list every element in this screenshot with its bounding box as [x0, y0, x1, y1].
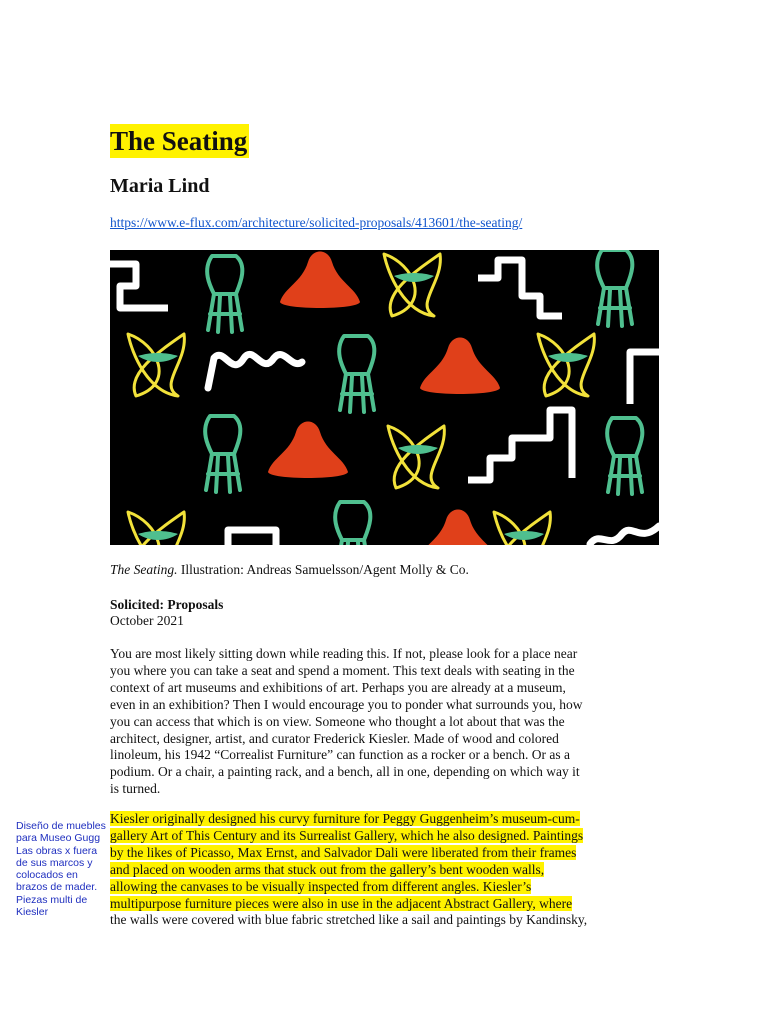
white-zigzag-shape	[110, 264, 168, 308]
highlighted-line: allowing the canvases to be visually inspected from different angles. Kiesler’s	[110, 878, 532, 894]
paragraph-line: You are most likely sitting down while reading this. If not, please look for a place near	[110, 646, 578, 661]
margin-annotation[interactable]	[16, 820, 111, 918]
paragraph-line: architect, designer, artist, and curator Frederick Kiesler. Made of wood and colored	[110, 730, 559, 746]
blob-shape	[268, 422, 348, 479]
butterfly-chair-shape	[128, 512, 184, 545]
caption-title: The Seating.	[110, 562, 178, 577]
page-title: The Seating	[110, 126, 248, 156]
white-wave-shape	[208, 354, 302, 388]
white-zigzag-shape	[228, 530, 276, 545]
caption-credit: Illustration: Andreas Samuelsson/Agent Molly & Co.	[177, 562, 469, 577]
white-zigzag-shape	[478, 260, 562, 316]
butterfly-chair-shape	[388, 426, 444, 488]
paragraph-line: is turned.	[110, 781, 161, 797]
annotation-line: Las obras x fuera	[16, 844, 98, 857]
blob-shape	[420, 338, 500, 395]
highlighted-line: gallery Art of This Century and its Surrealist Gallery, which he also designed. Paintings	[110, 827, 584, 843]
image-caption	[110, 562, 469, 578]
paragraph-line: podium. Or a chair, a painting rack, and a bench, all in one, depending on which way it	[110, 764, 580, 780]
illustration-pattern	[110, 250, 659, 545]
blob-shape	[280, 252, 360, 309]
highlighted-line: and placed on wooden arms that stuck out from the gallery’s bent wooden walls,	[110, 861, 545, 877]
annotation-line: Diseño de muebles	[16, 820, 106, 832]
paragraph-line: context of art museums and exhibitions of art. Perhaps you are already at a museum,	[110, 679, 566, 695]
annotation-line: Piezas multi de	[16, 893, 88, 906]
annotation-line: de sus marcos y	[16, 856, 93, 869]
white-zigzag-shape	[630, 352, 659, 404]
author-name: Maria Lind	[110, 175, 210, 197]
chair-shape	[597, 250, 632, 326]
paragraph-kiesler	[110, 811, 666, 929]
butterfly-chair-shape	[538, 334, 594, 396]
paragraph-line: you can access that which is on view. Someone who thought a lot about that was the	[110, 713, 565, 729]
paragraph-line: you where you can take a seat and spend a moment. This text deals with seating in the	[110, 662, 575, 678]
section-label: Solicited: Proposals	[110, 597, 224, 612]
publication-date: October 2021	[110, 613, 184, 628]
paragraph-intro	[110, 646, 666, 798]
highlighted-line: multipurpose furniture pieces were also in use in the adjacent Abstract Gallery, where	[110, 895, 573, 911]
annotation-line: para Museo Gugg	[16, 832, 101, 845]
chair-shape	[607, 418, 642, 494]
butterfly-chair-shape	[128, 334, 184, 396]
white-wave-shape	[590, 526, 659, 544]
paragraph-line: even in an exhibition? Then I would encourage you to ponder what surrounds you, how	[110, 696, 583, 712]
chair-shape	[335, 502, 370, 545]
white-zigzag-shape	[468, 410, 572, 480]
illustration-the-seating	[110, 250, 659, 545]
paragraph-line: linoleum, his 1942 “Correalist Furniture” can function as a rocker or a bench. Or as a	[110, 747, 570, 763]
butterfly-chair-shape	[384, 254, 440, 316]
chair-shape	[207, 256, 242, 332]
article-link[interactable]: https://www.e-flux.com/architecture/solicited-proposals/413601/the-seating/	[110, 215, 523, 230]
highlighted-line: Kiesler originally designed his curvy furniture for Peggy Guggenheim’s museum-cum-	[110, 811, 580, 826]
chair-shape	[339, 336, 374, 412]
annotation-line: brazos de mader.	[16, 881, 98, 894]
chair-shape	[205, 416, 240, 492]
butterfly-chair-shape	[494, 512, 550, 545]
highlighted-line: by the likes of Picasso, Max Ernst, and Salvador Dali were liberated from their frames	[110, 844, 577, 860]
annotation-line: colocados en	[16, 869, 78, 882]
annotation-line: Kiesler	[16, 906, 49, 919]
blob-shape	[418, 510, 498, 546]
paragraph-line: the walls were covered with blue fabric stretched like a sail and paintings by Kandinsky,	[110, 912, 588, 928]
